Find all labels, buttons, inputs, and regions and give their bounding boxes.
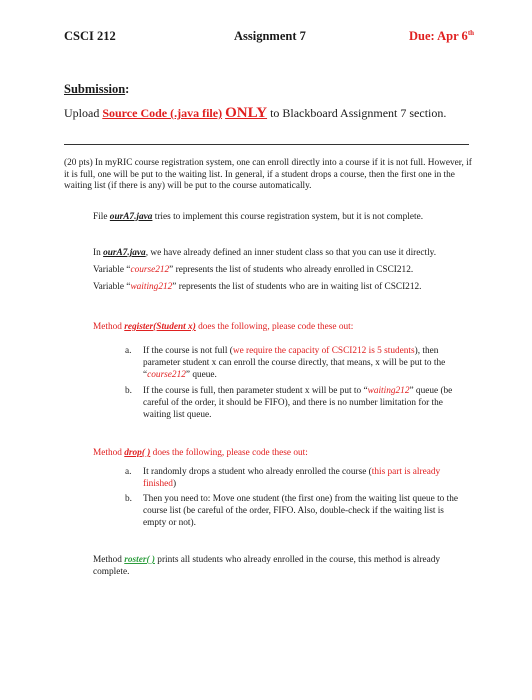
drop-a-finished: finished	[143, 479, 173, 489]
reg-a-course212: course212	[147, 370, 186, 380]
file-desc-prefix: File	[93, 212, 110, 222]
due-date-text: Due: Apr 6	[409, 29, 468, 44]
drop-heading	[93, 448, 308, 460]
due-date	[409, 29, 474, 44]
roster-prefix: Method	[93, 555, 125, 565]
var2-prefix: Variable “	[93, 282, 131, 292]
register-method-name: register(Student x)	[124, 322, 196, 332]
section-divider	[64, 144, 469, 145]
inner-class-file: ourA7.java	[103, 248, 146, 258]
upload-text: Upload	[64, 106, 103, 120]
drop-item-a-line1	[143, 467, 440, 479]
register-item-a-line3	[143, 370, 217, 382]
assignment-title: Assignment 7	[234, 29, 306, 43]
reg-b-l1a: If the course is full, then parameter student x will be put to “	[143, 386, 368, 396]
drop-item-a-line2	[143, 479, 176, 491]
register-item-b-line2: careful of the order, it should be FIFO), and there is no number limitation for the	[143, 398, 443, 408]
roster-suffix: prints all students who already enrolled in the course, this method is already	[154, 555, 441, 565]
register-item-a-line2: parameter student x can enroll the course directly, that means, x will be put to the	[143, 358, 446, 368]
roster-line2: complete.	[93, 567, 130, 577]
register-item-a-line1	[143, 346, 438, 358]
file-description	[93, 212, 423, 224]
inner-class-suffix: , we have already defined an inner student class so that you can use it directly.	[145, 248, 437, 258]
variable-waiting212	[93, 282, 421, 294]
file-name: ourA7.java	[109, 212, 153, 222]
register-item-b-label: b.	[125, 386, 132, 396]
drop-a-l1a: It randomly drops a student who already enrolled the course (	[143, 467, 372, 477]
drop-item-a-label: a.	[125, 467, 132, 477]
source-code-link: Source Code (.java file)	[102, 106, 223, 120]
reg-a-l3c: ” queue.	[185, 370, 217, 380]
register-item-b-line3: waiting list queue.	[143, 410, 212, 420]
drop-item-b-line3: empty or not).	[143, 518, 196, 528]
drop-item-b-line2: course list (be careful of the order, FIFO. Also, double-check if the waiting list is	[143, 506, 444, 516]
course-code: CSCI 212	[64, 29, 116, 43]
register-heading-prefix: Method	[93, 322, 125, 332]
register-item-a-label: a.	[125, 346, 132, 356]
drop-item-b-line1: Then you need to: Move one student (the first one) from the waiting list queue to the	[143, 494, 458, 504]
reg-a-l1c: ), then	[414, 346, 439, 356]
upload-destination: to Blackboard Assignment 7 section.	[267, 106, 447, 120]
drop-a-close: )	[172, 479, 177, 489]
reg-b-waiting212: waiting212	[367, 386, 410, 396]
var1-suffix: ” represents the list of students who already enrolled in CSCI212.	[169, 265, 414, 275]
variable-course212	[93, 265, 413, 277]
drop-a-finished-note: this part is already	[371, 467, 441, 477]
intro-paragraph: (20 pts) In myRIC course registration system, one can enroll directly into a course if it is not full. However, if it is full, one will be put to the waiting list. In general, if a student drops a course, then the first one in the waiting list (if there is any) will be put to the course automatically.	[64, 158, 472, 192]
roster-method-name: roster( )	[124, 555, 155, 565]
inner-class-prefix: In	[93, 248, 104, 258]
submission-heading-colon: :	[125, 82, 130, 96]
drop-method-name: drop( )	[124, 448, 151, 458]
register-heading-suffix: does the following, please code these out:	[195, 322, 354, 332]
upload-instruction	[64, 105, 446, 122]
register-heading	[93, 322, 353, 334]
reg-b-l1c: ” queue (be	[409, 386, 453, 396]
due-date-suffix: th	[467, 29, 475, 37]
submission-heading	[64, 82, 129, 97]
submission-heading-text: Submission	[64, 82, 126, 96]
reg-a-capacity-note: we require the capacity of CSCI212 is 5 students	[232, 346, 415, 356]
var1-prefix: Variable “	[93, 265, 131, 275]
inner-class-note	[93, 248, 436, 260]
var1-name: course212	[130, 265, 170, 275]
only-emphasis: ONLY	[225, 105, 268, 121]
reg-a-l3a: “	[143, 370, 148, 380]
register-item-b-line1	[143, 386, 452, 398]
drop-heading-prefix: Method	[93, 448, 125, 458]
reg-a-l1a: If the course is not full (	[143, 346, 233, 356]
var2-name: waiting212	[130, 282, 173, 292]
file-desc-suffix: tries to implement this course registration system, but it is not complete.	[152, 212, 424, 222]
drop-heading-suffix: does the following, please code these out:	[150, 448, 308, 458]
drop-item-b-label: b.	[125, 494, 132, 504]
roster-line1	[93, 555, 440, 567]
var2-suffix: ” represents the list of students who are in waiting list of CSCI212.	[172, 282, 422, 292]
